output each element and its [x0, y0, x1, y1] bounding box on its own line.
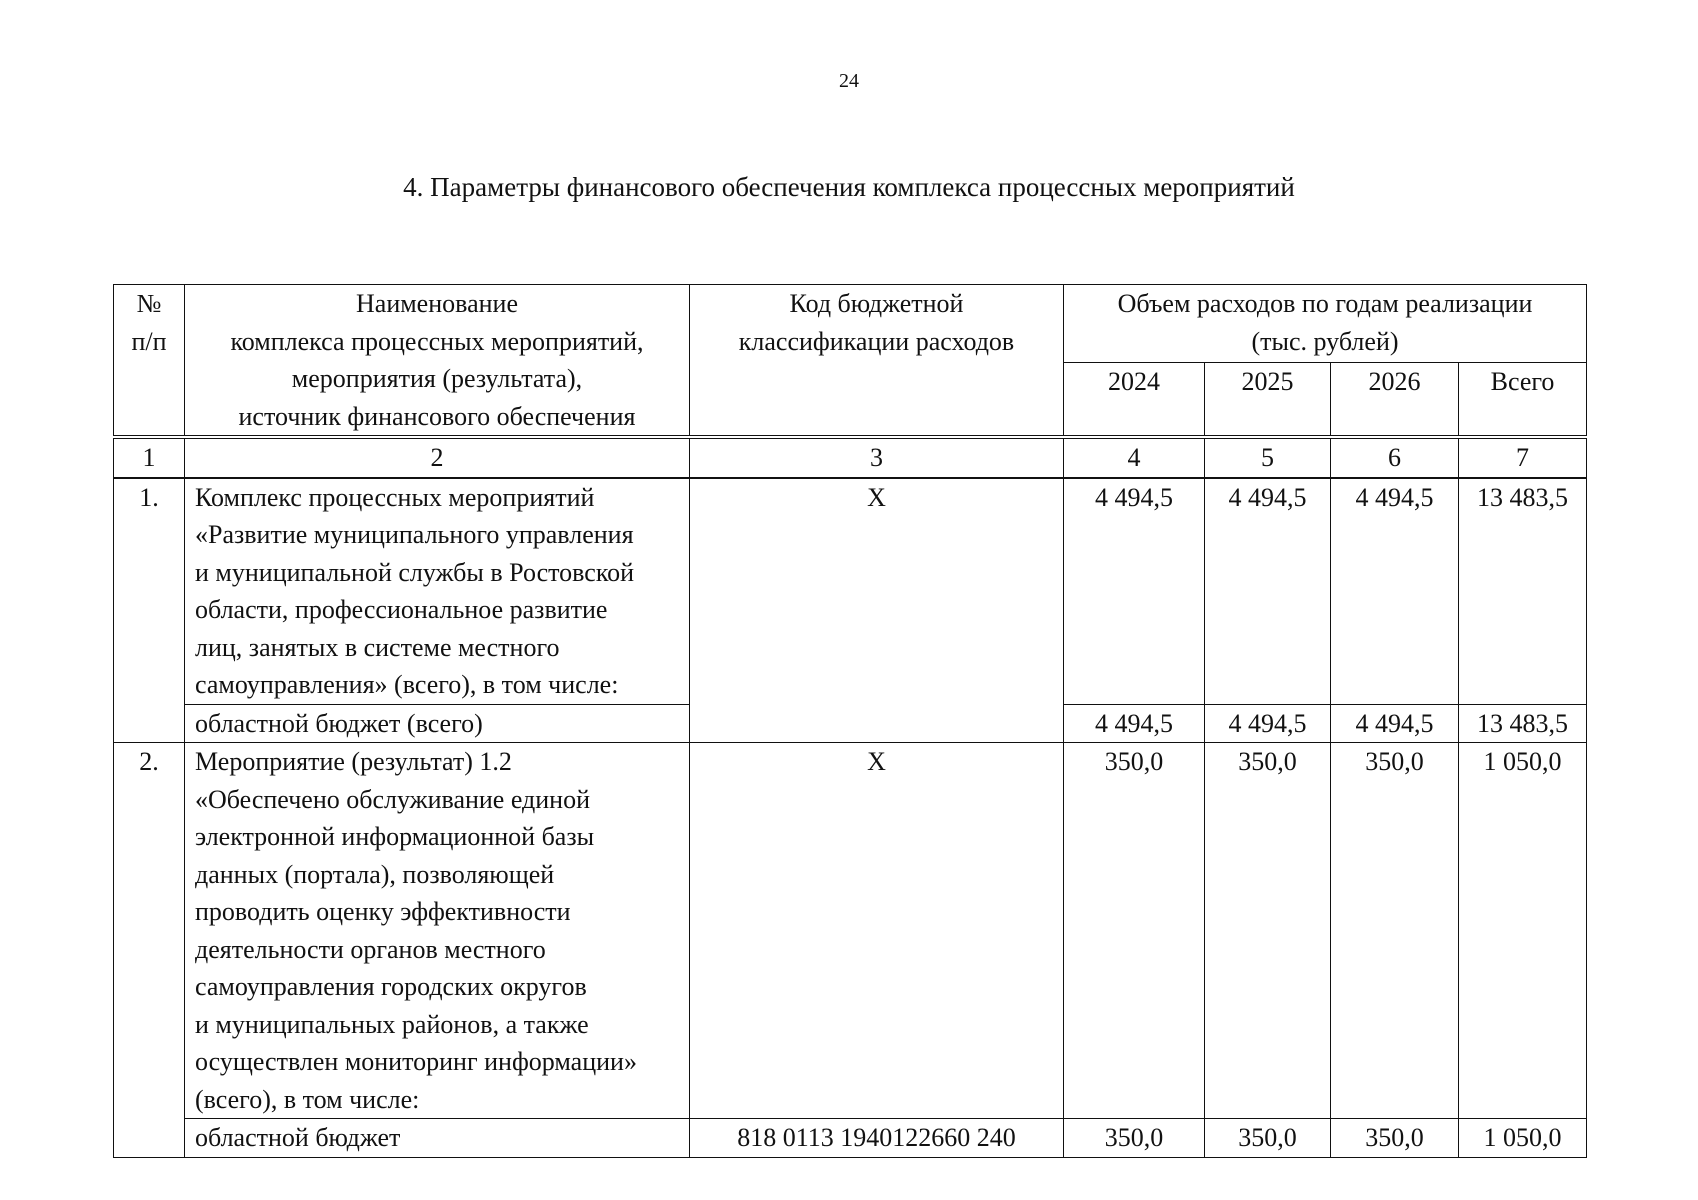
row-name-line: самоуправления городских округов [195, 972, 587, 1001]
row-value-total: 13 483,5 [1459, 478, 1587, 705]
row-name [185, 743, 690, 1119]
subrow-value-2024: 4 494,5 [1064, 704, 1205, 743]
row-name [185, 478, 690, 705]
row-number: 2. [114, 743, 185, 1158]
row-name-line: лиц, занятых в системе местного [195, 632, 560, 662]
column-number: 2 [185, 437, 690, 478]
row-number: 1. [114, 478, 185, 743]
header-year-2025: 2025 [1205, 362, 1331, 437]
column-number: 5 [1205, 437, 1331, 478]
table-subrow [114, 1119, 1587, 1158]
table-row [114, 478, 1587, 705]
column-number-row [114, 437, 1587, 478]
row-name-line: данных (портала), позволяющей [195, 859, 555, 889]
row-value-2024: 4 494,5 [1064, 478, 1205, 705]
row-name-line: проводить оценку эффективности [195, 897, 571, 926]
row-value-total: 1 050,0 [1459, 743, 1587, 1119]
subrow-value-2025: 4 494,5 [1205, 704, 1331, 743]
column-number: 7 [1459, 437, 1587, 478]
row-name-line: области, профессиональное развитие [195, 595, 608, 624]
header-name-line: источник финансового обеспечения [238, 401, 636, 431]
page-number: 24 [839, 70, 859, 92]
row-name-line: и муниципальной службы в Ростовской [195, 557, 635, 587]
header-name-line: комплекса процессных мероприятий, [230, 326, 644, 356]
subrow-value-total: 1 050,0 [1459, 1119, 1587, 1158]
row-value-2025: 350,0 [1205, 743, 1331, 1119]
row-name-line: электронной информационной базы [195, 822, 595, 851]
row-code: Х [690, 478, 1064, 743]
header-name [185, 285, 690, 438]
column-number: 3 [690, 437, 1064, 478]
subrow-value-2026: 4 494,5 [1331, 704, 1459, 743]
row-name-line: самоуправления» (всего), в том числе: [195, 670, 619, 699]
header-volume-line: Объем расходов по годам реализации [1117, 289, 1533, 318]
header-code-line: классификации расходов [738, 326, 1015, 356]
header-total: Всего [1459, 362, 1587, 437]
row-name-line: осуществлен мониторинг информации» [195, 1047, 637, 1076]
header-num-line: № [136, 289, 162, 318]
row-code: Х [690, 743, 1064, 1119]
row-value-2025: 4 494,5 [1205, 478, 1331, 705]
row-name-line: Мероприятие (результат) 1.2 [195, 747, 512, 776]
row-name-line: «Развитие муниципального управления [195, 520, 634, 549]
row-name-line: и муниципальных районов, а также [195, 1009, 589, 1039]
row-name-line: Комплекс процессных мероприятий [195, 482, 595, 512]
column-number: 4 [1064, 437, 1205, 478]
header-volume [1064, 285, 1587, 363]
subrow-value-2025: 350,0 [1205, 1119, 1331, 1158]
subrow-value-2024: 350,0 [1064, 1119, 1205, 1158]
row-name-line: деятельности органов местного [195, 934, 546, 964]
column-number: 6 [1331, 437, 1459, 478]
subrow-code: 818 0113 1940122660 240 [690, 1119, 1064, 1158]
header-num-line: п/п [131, 326, 167, 356]
header-name-line: мероприятия (результата), [291, 364, 583, 393]
header-code [690, 285, 1064, 438]
row-value-2026: 350,0 [1331, 743, 1459, 1119]
subrow-name: областной бюджет (всего) [185, 704, 690, 743]
subrow-value-2026: 350,0 [1331, 1119, 1459, 1158]
header-row-1 [114, 285, 1587, 363]
table-row [114, 743, 1587, 1119]
subrow-value-total: 13 483,5 [1459, 704, 1587, 743]
financing-table [113, 284, 1587, 1158]
subrow-name: областной бюджет [185, 1119, 690, 1158]
column-number: 1 [114, 437, 185, 478]
row-value-2026: 4 494,5 [1331, 478, 1459, 705]
row-name-line: «Обеспечено обслуживание единой [195, 784, 591, 814]
section-title: 4. Параметры финансового обеспечения комплекса процессных мероприятий [403, 172, 1295, 202]
header-volume-line: (тыс. рублей) [1251, 326, 1399, 356]
header-year-2024: 2024 [1064, 362, 1205, 437]
row-value-2024: 350,0 [1064, 743, 1205, 1119]
header-num [114, 285, 185, 438]
row-name-line: (всего), в том числе: [195, 1084, 420, 1114]
header-year-2026: 2026 [1331, 362, 1459, 437]
header-name-line: Наименование [356, 289, 518, 318]
header-code-line: Код бюджетной [789, 289, 964, 318]
